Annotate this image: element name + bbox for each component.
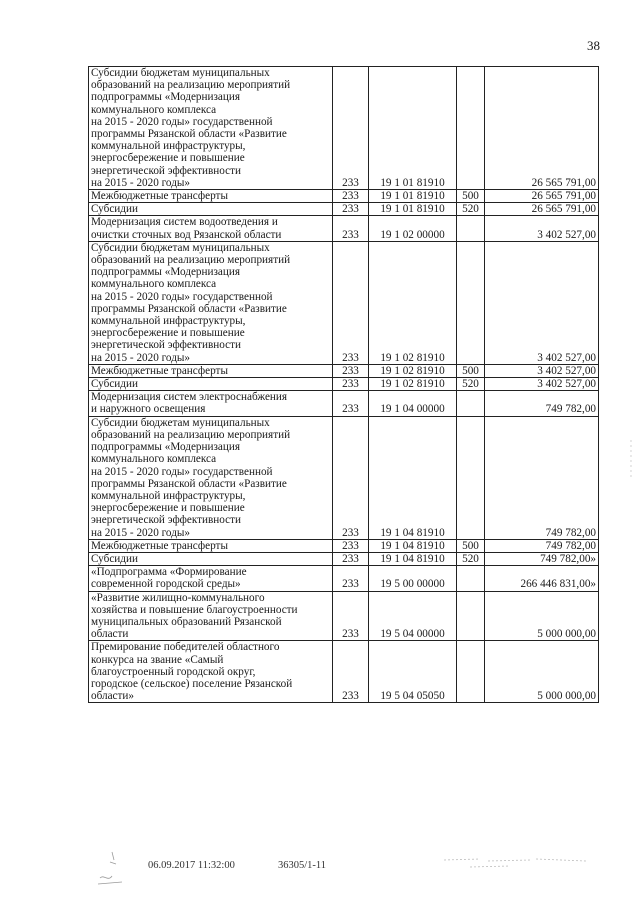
row-code: 233: [333, 539, 369, 552]
row-code: 233: [333, 364, 369, 377]
row-description: Субсидии: [89, 552, 333, 565]
row-expense-type: [457, 566, 485, 591]
row-target-article: 19 1 02 81910: [369, 364, 457, 377]
row-code: 233: [333, 190, 369, 203]
table-row: [89, 641, 599, 703]
row-target-article: 19 1 04 81910: [369, 539, 457, 552]
row-target-article: 19 1 02 81910: [369, 241, 457, 364]
handwritten-mark: [92, 848, 132, 888]
table-row: [89, 364, 599, 377]
row-description: Межбюджетные трансферты: [89, 364, 333, 377]
table-row: [89, 591, 599, 641]
footer-date: 06.09.2017 11:32:00: [148, 860, 235, 871]
row-amount: 749 782,00: [485, 391, 599, 416]
row-expense-type: [457, 241, 485, 364]
row-amount: 749 782,00: [485, 539, 599, 552]
row-description: Межбюджетные трансферты: [89, 539, 333, 552]
table-row: [89, 552, 599, 565]
row-description: Субсидии: [89, 378, 333, 391]
row-target-article: 19 1 01 81910: [369, 67, 457, 190]
row-amount: 3 402 527,00: [485, 241, 599, 364]
row-code: 233: [333, 566, 369, 591]
budget-table-body: [89, 67, 599, 703]
row-expense-type: [457, 216, 485, 241]
row-amount: 5 000 000,00: [485, 591, 599, 641]
row-target-article: 19 1 01 81910: [369, 190, 457, 203]
row-target-article: 19 1 04 81910: [369, 552, 457, 565]
row-target-article: 19 5 04 05050: [369, 641, 457, 703]
table-row: [89, 203, 599, 216]
row-expense-type: 500: [457, 190, 485, 203]
row-code: 233: [333, 552, 369, 565]
row-amount: 5 000 000,00: [485, 641, 599, 703]
row-expense-type: [457, 67, 485, 190]
row-code: 233: [333, 591, 369, 641]
row-code: 233: [333, 241, 369, 364]
row-code: 233: [333, 641, 369, 703]
row-expense-type: 500: [457, 364, 485, 377]
row-amount: 3 402 527,00: [485, 216, 599, 241]
row-description: Субсидии бюджетам муниципальных образований на реализацию мероприятий подпрограммы «Модернизация коммунального комплекса на 2015 - 2020 годы» государственной программы Рязанской области «Развитие коммунальной инфраструктуры, энергосбережение и повышение энергетической эффективности на 2015 - 2020 годы»: [89, 416, 333, 539]
row-description: «Подпрограмма «Формирование современной городской среды»: [89, 566, 333, 591]
row-code: 233: [333, 391, 369, 416]
row-expense-type: [457, 591, 485, 641]
row-expense-type: [457, 391, 485, 416]
row-description: Субсидии бюджетам муниципальных образований на реализацию мероприятий подпрограммы «Модернизация коммунального комплекса на 2015 - 2020 годы» государственной программы Рязанской области «Развитие коммунальной инфраструктуры, энергосбережение и повышение энергетической эффективности на 2015 - 2020 годы»: [89, 241, 333, 364]
row-expense-type: 520: [457, 378, 485, 391]
row-amount: 3 402 527,00: [485, 364, 599, 377]
table-row: [89, 241, 599, 364]
row-description: Модернизация систем водоотведения и очистки сточных вод Рязанской области: [89, 216, 333, 241]
row-expense-type: [457, 416, 485, 539]
row-description: Субсидии бюджетам муниципальных образований на реализацию мероприятий подпрограммы «Модернизация коммунального комплекса на 2015 - 2020 годы» государственной программы Рязанской области «Развитие коммунальной инфраструктуры, энергосбережение и повышение энергетической эффективности на 2015 - 2020 годы»: [89, 67, 333, 190]
row-code: 233: [333, 416, 369, 539]
row-expense-type: 520: [457, 552, 485, 565]
row-amount: 26 565 791,00: [485, 190, 599, 203]
table-row: [89, 190, 599, 203]
page-number: 38: [587, 38, 600, 53]
row-amount: 749 782,00: [485, 416, 599, 539]
row-description: Субсидии: [89, 203, 333, 216]
row-code: 233: [333, 378, 369, 391]
row-expense-type: 500: [457, 539, 485, 552]
row-target-article: 19 5 04 00000: [369, 591, 457, 641]
table-row: [89, 216, 599, 241]
row-target-article: 19 1 01 81910: [369, 203, 457, 216]
table-row: [89, 416, 599, 539]
row-code: 233: [333, 216, 369, 241]
row-amount: 26 565 791,00: [485, 67, 599, 190]
table-row: [89, 67, 599, 190]
row-code: 233: [333, 203, 369, 216]
row-target-article: 19 5 00 00000: [369, 566, 457, 591]
row-expense-type: 520: [457, 203, 485, 216]
table-row: [89, 378, 599, 391]
row-description: Межбюджетные трансферты: [89, 190, 333, 203]
row-amount: 26 565 791,00: [485, 203, 599, 216]
row-description: Модернизация систем электроснабжения и наружного освещения: [89, 391, 333, 416]
row-target-article: 19 1 02 00000: [369, 216, 457, 241]
row-expense-type: [457, 641, 485, 703]
row-amount: 749 782,00»: [485, 552, 599, 565]
row-description: Премирование победителей областного конкурса на звание «Самый благоустроенный городской округ, городское (сельское) поселение Рязанской области»: [89, 641, 333, 703]
row-description: «Развитие жилищно-коммунального хозяйства и повышение благоустроенности муниципальных образований Рязанской области: [89, 591, 333, 641]
table-row: [89, 391, 599, 416]
row-target-article: 19 1 04 81910: [369, 416, 457, 539]
footer-doc-number: 36305/1-11: [278, 860, 327, 871]
faded-stamp-mark: [440, 852, 590, 872]
row-code: 233: [333, 67, 369, 190]
table-row: [89, 566, 599, 591]
edge-scan-mark: [628, 440, 634, 480]
table-row: [89, 539, 599, 552]
row-amount: 3 402 527,00: [485, 378, 599, 391]
budget-table: [88, 66, 599, 703]
row-target-article: 19 1 02 81910: [369, 378, 457, 391]
row-amount: 266 446 831,00»: [485, 566, 599, 591]
row-target-article: 19 1 04 00000: [369, 391, 457, 416]
